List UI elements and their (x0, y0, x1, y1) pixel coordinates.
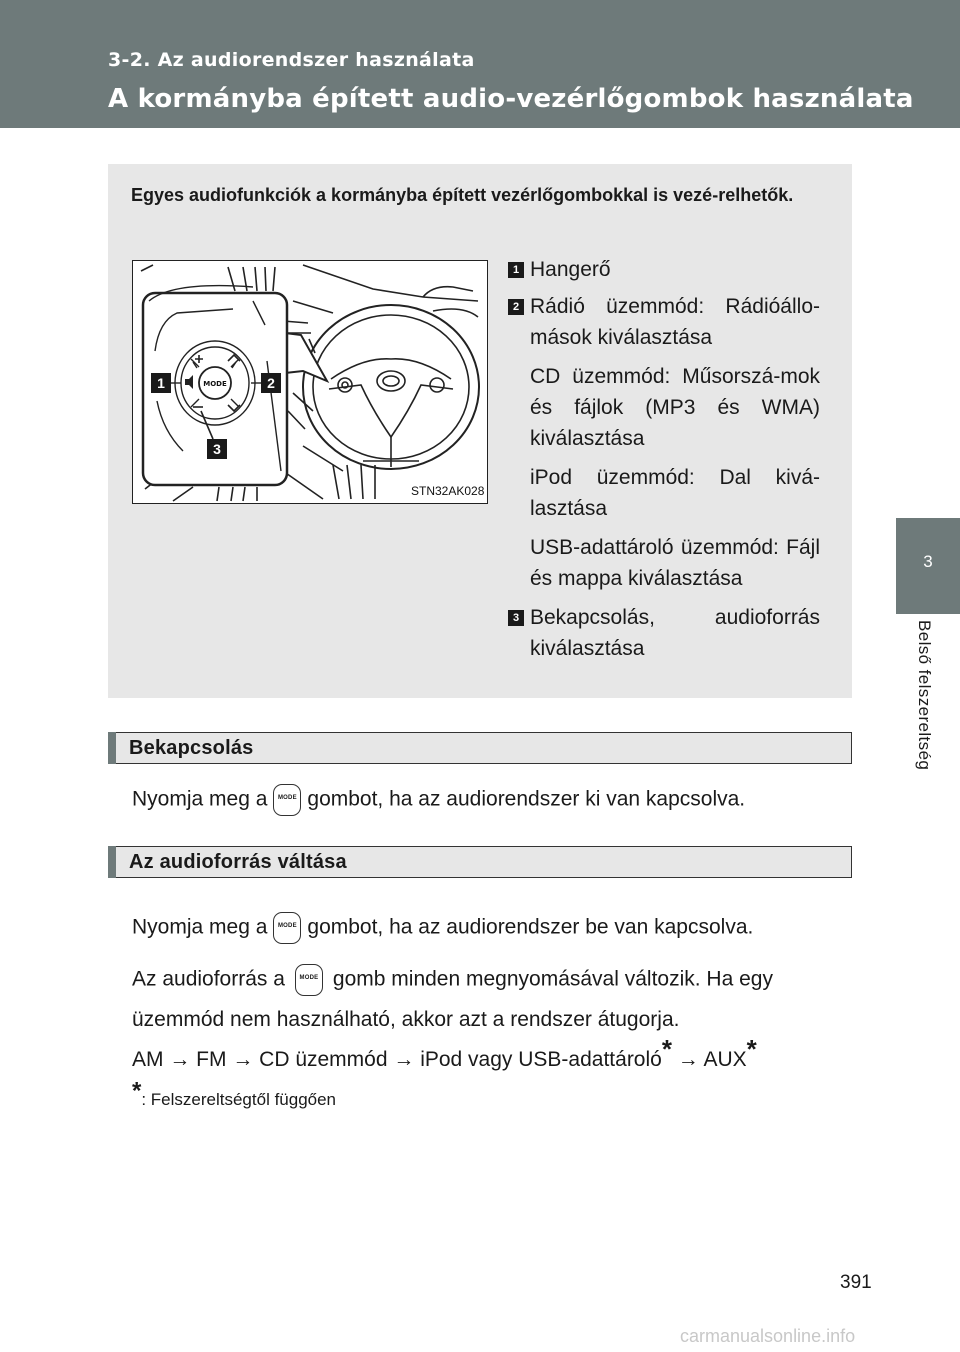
legend-item-ipod: iPod üzemmód: Dal kivá-lasztása (530, 466, 820, 520)
sequence-star-2: * (746, 1034, 757, 1064)
steering-wheel-illustration (133, 261, 487, 503)
section-bar-source (108, 846, 852, 878)
source-p2-after: gomb minden megnyomásával változik. Ha egy (332, 967, 773, 991)
section-bar-power (108, 732, 852, 764)
source-paragraph-3: üzemmód nem használható, akkor azt a rendszer átugorja. (132, 1008, 680, 1031)
legend-item-radio (508, 291, 820, 353)
watermark: carmanualsonline.info (680, 1326, 856, 1346)
sequence-star-1: * (661, 1034, 672, 1064)
legend-item-volume (508, 254, 820, 285)
mode-icon-label: MODE (277, 795, 297, 801)
legend-text-1: Hangerő (530, 258, 611, 281)
legend-badge-3: 3 (508, 610, 524, 626)
legend-text-3: Bekapcsolás, audioforrás kiválasztása (530, 606, 820, 660)
power-text-after: gombot, ha az audiorendszer ki van kapcsolva. (307, 787, 746, 811)
sequence-aux: AUX (703, 1048, 747, 1071)
section-title-power: Bekapcsolás (129, 737, 254, 759)
legend-badge-1: 1 (508, 262, 524, 278)
source-p2-before: Az audioforrás a (132, 967, 285, 991)
section-label: 3-2. Az audiorendszer használata (108, 49, 475, 71)
legend-text-2: Rádió üzemmód: Rádióállo-mások kiválasztása (530, 295, 820, 349)
source-paragraph-2 (132, 964, 773, 996)
mode-button-icon (295, 964, 323, 996)
figure-callout-2: 2 (267, 375, 275, 391)
legend-item-cd: CD üzemmód: Műsorszá-mok és fájlok (MP3 és WMA) kiválasztása (530, 365, 820, 450)
figure-callout-3: 3 (213, 441, 221, 457)
legend-item-power (508, 602, 820, 664)
mode-button-icon (273, 912, 301, 944)
figure-legend (508, 254, 820, 664)
legend-badge-2: 2 (508, 299, 524, 315)
chapter-label: Belső felszereltség (915, 620, 934, 771)
figure-code: STN32AK028 (411, 484, 485, 498)
source-sequence: AM → FM → CD üzemmód → iPod vagy USB-adattároló* → AUX* (132, 1034, 757, 1071)
legend-item-usb: USB-adattároló üzemmód: Fájl és mappa kiválasztása (530, 536, 820, 590)
footnote (132, 1077, 337, 1110)
page-heading: A kormányba épített audio-vezérlőgombok használata (108, 84, 914, 114)
chapter-number: 3 (923, 552, 933, 571)
source-paragraph-1 (132, 912, 753, 944)
source-p1-before: Nyomja meg a (132, 915, 268, 939)
footnote-star: * (132, 1077, 142, 1105)
source-p1-after: gombot, ha az audiorendszer be van kapcsolva. (307, 915, 754, 939)
steering-wheel-figure (132, 260, 488, 504)
figure-mode-label: MODE (203, 380, 227, 388)
power-paragraph (132, 784, 745, 816)
sequence-text: AM → FM → CD üzemmód → iPod vagy USB-adattároló (132, 1048, 662, 1071)
mode-icon-label: MODE (299, 975, 319, 981)
footnote-text: : Felszereltségtől függően (141, 1090, 337, 1109)
page-number: 391 (840, 1272, 872, 1293)
intro-text: Egyes audiofunkciók a kormányba épített vezérlőgombokkal is vezé-relhetők. (131, 185, 794, 205)
power-text-before: Nyomja meg a (132, 787, 268, 811)
mode-icon-label: MODE (277, 923, 297, 929)
mode-button-icon (273, 784, 301, 816)
section-title-source: Az audioforrás váltása (129, 851, 347, 873)
figure-callout-1: 1 (157, 375, 165, 391)
